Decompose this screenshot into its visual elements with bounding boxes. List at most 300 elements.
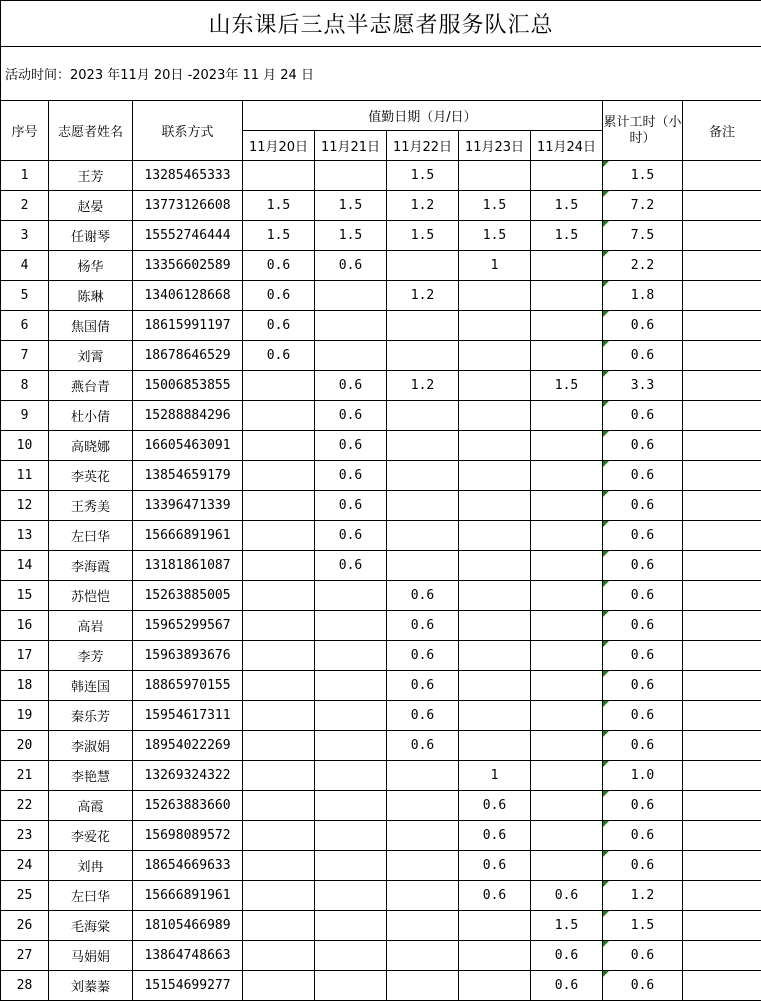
cell-hours-day-2[interactable]: 0.6 [315, 491, 387, 521]
cell-hours-day-5[interactable] [531, 851, 603, 881]
cell-phone[interactable]: 15154699277 [133, 971, 243, 1001]
cell-hours-day-2[interactable] [315, 791, 387, 821]
header-date-4[interactable]: 11月23日 [459, 131, 531, 161]
cell-name[interactable]: 燕台青 [49, 371, 133, 401]
table-row [1, 971, 761, 1001]
cell-remarks[interactable] [683, 191, 761, 221]
cell-hours-day-3[interactable] [387, 311, 459, 341]
cell-hours-day-2[interactable] [315, 671, 387, 701]
cell-remarks[interactable] [683, 911, 761, 941]
cell-hours-day-5[interactable] [531, 251, 603, 281]
cell-hours-day-4[interactable]: 1 [459, 761, 531, 791]
formula-indicator-icon [603, 671, 609, 677]
cell-name[interactable]: 高霞 [49, 791, 133, 821]
cell-hours-day-2[interactable]: 0.6 [315, 431, 387, 461]
cell-hours-day-4[interactable] [459, 341, 531, 371]
cell-hours-day-2[interactable] [315, 731, 387, 761]
cell-phone[interactable]: 13864748663 [133, 941, 243, 971]
cell-hours-day-3[interactable]: 1.2 [387, 371, 459, 401]
cell-hours-day-2[interactable] [315, 761, 387, 791]
header-duty-dates[interactable]: 值勤日期（月/日） [243, 101, 603, 131]
cell-hours-day-2[interactable] [315, 851, 387, 881]
cell-seq[interactable]: 5 [1, 281, 49, 311]
cell-seq[interactable]: 15 [1, 581, 49, 611]
cell-hours-day-2[interactable]: 1.5 [315, 191, 387, 221]
cell-total-hours[interactable]: 1.0 [603, 761, 683, 791]
cell-hours-day-4[interactable] [459, 941, 531, 971]
cell-phone[interactable]: 15963893676 [133, 641, 243, 671]
cell-name[interactable]: 刘蓁蓁 [49, 971, 133, 1001]
cell-hours-day-2[interactable]: 0.6 [315, 251, 387, 281]
cell-hours-day-3[interactable]: 0.6 [387, 701, 459, 731]
cell-hours-day-5[interactable] [531, 401, 603, 431]
cell-phone[interactable]: 16605463091 [133, 431, 243, 461]
cell-hours-day-1[interactable] [243, 731, 315, 761]
cell-hours-day-4[interactable] [459, 971, 531, 1001]
cell-hours-day-4[interactable] [459, 911, 531, 941]
cell-name[interactable]: 焦国倩 [49, 311, 133, 341]
cell-seq[interactable]: 17 [1, 641, 49, 671]
cell-hours-day-5[interactable]: 0.6 [531, 881, 603, 911]
cell-name[interactable]: 李淑娟 [49, 731, 133, 761]
cell-hours-day-4[interactable] [459, 461, 531, 491]
cell-phone[interactable]: 18654669633 [133, 851, 243, 881]
cell-hours-day-1[interactable] [243, 941, 315, 971]
cell-hours-day-2[interactable] [315, 161, 387, 191]
cell-phone[interactable]: 18105466989 [133, 911, 243, 941]
header-date-1[interactable]: 11月20日 [243, 131, 315, 161]
cell-hours-day-1[interactable]: 1.5 [243, 191, 315, 221]
cell-hours-day-4[interactable] [459, 161, 531, 191]
cell-hours-day-4[interactable] [459, 671, 531, 701]
cell-total-hours[interactable]: 0.6 [603, 521, 683, 551]
cell-hours-day-4[interactable] [459, 431, 531, 461]
table-row [1, 311, 761, 341]
cell-seq[interactable]: 11 [1, 461, 49, 491]
cell-hours-day-5[interactable] [531, 581, 603, 611]
cell-hours-day-5[interactable]: 1.5 [531, 911, 603, 941]
cell-hours-day-5[interactable]: 0.6 [531, 971, 603, 1001]
cell-seq[interactable]: 19 [1, 701, 49, 731]
cell-hours-day-2[interactable] [315, 971, 387, 1001]
cell-hours-day-1[interactable] [243, 581, 315, 611]
cell-hours-day-3[interactable] [387, 881, 459, 911]
cell-seq[interactable]: 18 [1, 671, 49, 701]
cell-hours-day-5[interactable] [531, 641, 603, 671]
cell-total-hours[interactable]: 3.3 [603, 371, 683, 401]
cell-remarks[interactable] [683, 641, 761, 671]
cell-total-hours[interactable]: 0.6 [603, 581, 683, 611]
cell-seq[interactable]: 3 [1, 221, 49, 251]
cell-hours-day-5[interactable] [531, 821, 603, 851]
cell-hours-day-4[interactable] [459, 281, 531, 311]
formula-indicator-icon [603, 191, 609, 197]
cell-hours-day-5[interactable]: 1.5 [531, 191, 603, 221]
cell-remarks[interactable] [683, 371, 761, 401]
cell-hours-day-3[interactable] [387, 551, 459, 581]
cell-hours-day-4[interactable] [459, 491, 531, 521]
cell-total-hours[interactable]: 0.6 [603, 941, 683, 971]
cell-hours-day-5[interactable] [531, 761, 603, 791]
cell-hours-day-1[interactable] [243, 911, 315, 941]
cell-hours-day-2[interactable] [315, 341, 387, 371]
cell-hours-day-2[interactable] [315, 611, 387, 641]
cell-hours-day-3[interactable] [387, 431, 459, 461]
header-name[interactable]: 志愿者姓名 [49, 101, 133, 161]
cell-remarks[interactable] [683, 611, 761, 641]
header-contact[interactable]: 联系方式 [133, 101, 243, 161]
header-date-3[interactable]: 11月22日 [387, 131, 459, 161]
cell-phone[interactable]: 13406128668 [133, 281, 243, 311]
cell-remarks[interactable] [683, 401, 761, 431]
cell-hours-day-4[interactable]: 1 [459, 251, 531, 281]
table-row [1, 161, 761, 191]
cell-hours-day-3[interactable] [387, 401, 459, 431]
cell-remarks[interactable] [683, 161, 761, 191]
cell-seq[interactable]: 24 [1, 851, 49, 881]
cell-hours-day-5[interactable] [531, 671, 603, 701]
formula-indicator-icon [603, 821, 609, 827]
cell-hours-day-1[interactable] [243, 761, 315, 791]
cell-hours-day-2[interactable] [315, 941, 387, 971]
cell-remarks[interactable] [683, 791, 761, 821]
cell-remarks[interactable] [683, 491, 761, 521]
header-date-5[interactable]: 11月24日 [531, 131, 603, 161]
cell-seq[interactable]: 16 [1, 611, 49, 641]
cell-hours-day-1[interactable]: 1.5 [243, 221, 315, 251]
cell-hours-day-5[interactable] [531, 161, 603, 191]
cell-hours-day-1[interactable] [243, 551, 315, 581]
cell-seq[interactable]: 25 [1, 881, 49, 911]
cell-hours-day-2[interactable] [315, 641, 387, 671]
cell-phone[interactable]: 15954617311 [133, 701, 243, 731]
cell-remarks[interactable] [683, 821, 761, 851]
cell-remarks[interactable] [683, 281, 761, 311]
cell-phone[interactable]: 15288884296 [133, 401, 243, 431]
cell-total-hours[interactable]: 7.2 [603, 191, 683, 221]
cell-total-hours[interactable]: 0.6 [603, 611, 683, 641]
cell-hours-day-1[interactable] [243, 881, 315, 911]
cell-hours-day-2[interactable] [315, 311, 387, 341]
cell-hours-day-5[interactable]: 1.5 [531, 221, 603, 251]
cell-phone[interactable]: 13773126608 [133, 191, 243, 221]
cell-hours-day-5[interactable] [531, 431, 603, 461]
cell-phone[interactable]: 13396471339 [133, 491, 243, 521]
cell-phone[interactable]: 13356602589 [133, 251, 243, 281]
header-remarks[interactable]: 备注 [683, 101, 761, 161]
header-total-hours[interactable]: 累计工时（小时） [603, 101, 683, 161]
cell-remarks[interactable] [683, 761, 761, 791]
cell-name[interactable]: 毛海棠 [49, 911, 133, 941]
cell-name[interactable]: 左曰华 [49, 881, 133, 911]
cell-name[interactable]: 李艳慧 [49, 761, 133, 791]
cell-remarks[interactable] [683, 311, 761, 341]
cell-seq[interactable]: 6 [1, 311, 49, 341]
header-seq[interactable]: 序号 [1, 101, 49, 161]
cell-hours-day-3[interactable]: 0.6 [387, 641, 459, 671]
cell-hours-day-1[interactable] [243, 401, 315, 431]
cell-phone[interactable]: 15552746444 [133, 221, 243, 251]
cell-hours-day-5[interactable] [531, 491, 603, 521]
cell-hours-day-4[interactable]: 0.6 [459, 791, 531, 821]
cell-hours-day-3[interactable]: 0.6 [387, 581, 459, 611]
cell-phone[interactable]: 13269324322 [133, 761, 243, 791]
cell-total-hours[interactable]: 1.5 [603, 161, 683, 191]
cell-total-hours[interactable]: 1.2 [603, 881, 683, 911]
cell-name[interactable]: 王芳 [49, 161, 133, 191]
cell-hours-day-3[interactable]: 0.6 [387, 611, 459, 641]
cell-total-hours[interactable]: 0.6 [603, 971, 683, 1001]
cell-hours-day-1[interactable]: 0.6 [243, 251, 315, 281]
cell-seq[interactable]: 27 [1, 941, 49, 971]
cell-remarks[interactable] [683, 461, 761, 491]
cell-name[interactable]: 陈琳 [49, 281, 133, 311]
cell-phone[interactable]: 13854659179 [133, 461, 243, 491]
cell-hours-day-2[interactable]: 1.5 [315, 221, 387, 251]
cell-hours-day-5[interactable] [531, 791, 603, 821]
cell-name[interactable]: 李海霞 [49, 551, 133, 581]
cell-seq[interactable]: 9 [1, 401, 49, 431]
cell-remarks[interactable] [683, 731, 761, 761]
cell-hours-day-3[interactable] [387, 761, 459, 791]
cell-hours-day-3[interactable]: 1.2 [387, 191, 459, 221]
cell-hours-day-4[interactable]: 1.5 [459, 221, 531, 251]
cell-total-hours[interactable]: 7.5 [603, 221, 683, 251]
cell-hours-day-4[interactable]: 0.6 [459, 821, 531, 851]
cell-hours-day-4[interactable]: 0.6 [459, 851, 531, 881]
cell-hours-day-4[interactable] [459, 611, 531, 641]
cell-remarks[interactable] [683, 521, 761, 551]
cell-hours-day-4[interactable] [459, 371, 531, 401]
cell-seq[interactable]: 10 [1, 431, 49, 461]
cell-hours-day-4[interactable] [459, 731, 531, 761]
cell-hours-day-1[interactable] [243, 701, 315, 731]
cell-seq[interactable]: 23 [1, 821, 49, 851]
cell-hours-day-4[interactable] [459, 641, 531, 671]
cell-name[interactable]: 李爱花 [49, 821, 133, 851]
cell-total-hours[interactable]: 0.6 [603, 731, 683, 761]
cell-hours-day-4[interactable] [459, 401, 531, 431]
cell-seq[interactable]: 1 [1, 161, 49, 191]
cell-hours-day-5[interactable] [531, 611, 603, 641]
cell-hours-day-3[interactable] [387, 941, 459, 971]
cell-seq[interactable]: 8 [1, 371, 49, 401]
cell-seq[interactable]: 4 [1, 251, 49, 281]
cell-hours-day-2[interactable] [315, 281, 387, 311]
header-date-2[interactable]: 11月21日 [315, 131, 387, 161]
cell-total-hours[interactable]: 0.6 [603, 671, 683, 701]
cell-remarks[interactable] [683, 941, 761, 971]
cell-remarks[interactable] [683, 431, 761, 461]
cell-hours-day-2[interactable] [315, 581, 387, 611]
cell-hours-day-1[interactable] [243, 431, 315, 461]
cell-remarks[interactable] [683, 341, 761, 371]
cell-hours-day-2[interactable]: 0.6 [315, 371, 387, 401]
cell-hours-day-2[interactable] [315, 701, 387, 731]
cell-name[interactable]: 任谢琴 [49, 221, 133, 251]
cell-phone[interactable]: 13181861087 [133, 551, 243, 581]
cell-remarks[interactable] [683, 971, 761, 1001]
cell-total-hours[interactable]: 2.2 [603, 251, 683, 281]
cell-phone[interactable]: 18865970155 [133, 671, 243, 701]
cell-hours-day-3[interactable] [387, 491, 459, 521]
cell-name[interactable]: 李英花 [49, 461, 133, 491]
cell-seq[interactable]: 28 [1, 971, 49, 1001]
cell-hours-day-3[interactable]: 0.6 [387, 731, 459, 761]
cell-hours-day-1[interactable] [243, 851, 315, 881]
cell-hours-day-1[interactable] [243, 461, 315, 491]
cell-phone[interactable]: 18678646529 [133, 341, 243, 371]
cell-phone[interactable]: 15698089572 [133, 821, 243, 851]
cell-remarks[interactable] [683, 551, 761, 581]
cell-seq[interactable]: 2 [1, 191, 49, 221]
cell-name[interactable]: 杜小倩 [49, 401, 133, 431]
cell-hours-day-5[interactable] [531, 551, 603, 581]
cell-name[interactable]: 李芳 [49, 641, 133, 671]
cell-name[interactable]: 杨华 [49, 251, 133, 281]
cell-total-hours[interactable]: 0.6 [603, 341, 683, 371]
cell-name[interactable]: 赵晏 [49, 191, 133, 221]
cell-phone[interactable]: 15965299567 [133, 611, 243, 641]
sheet-title[interactable]: 山东课后三点半志愿者服务队汇总 [1, 1, 761, 47]
cell-name[interactable]: 韩连国 [49, 671, 133, 701]
cell-total-hours[interactable]: 1.8 [603, 281, 683, 311]
cell-phone[interactable]: 18954022269 [133, 731, 243, 761]
cell-total-hours[interactable]: 1.5 [603, 911, 683, 941]
cell-phone[interactable]: 15006853855 [133, 371, 243, 401]
cell-hours-day-1[interactable] [243, 491, 315, 521]
cell-hours-day-1[interactable] [243, 371, 315, 401]
cell-hours-day-4[interactable] [459, 581, 531, 611]
cell-remarks[interactable] [683, 671, 761, 701]
cell-hours-day-2[interactable] [315, 821, 387, 851]
cell-hours-day-5[interactable] [531, 461, 603, 491]
cell-hours-day-5[interactable] [531, 341, 603, 371]
cell-hours-day-1[interactable] [243, 791, 315, 821]
cell-hours-day-1[interactable] [243, 821, 315, 851]
cell-hours-day-5[interactable] [531, 311, 603, 341]
cell-hours-day-2[interactable]: 0.6 [315, 401, 387, 431]
table-row [1, 251, 761, 281]
cell-hours-day-3[interactable] [387, 521, 459, 551]
cell-seq[interactable]: 13 [1, 521, 49, 551]
cell-hours-day-2[interactable]: 0.6 [315, 551, 387, 581]
cell-total-hours[interactable]: 0.6 [603, 491, 683, 521]
cell-remarks[interactable] [683, 221, 761, 251]
cell-total-hours[interactable]: 0.6 [603, 641, 683, 671]
cell-hours-day-1[interactable] [243, 671, 315, 701]
cell-seq[interactable]: 21 [1, 761, 49, 791]
cell-hours-day-3[interactable] [387, 911, 459, 941]
cell-hours-day-2[interactable]: 0.6 [315, 461, 387, 491]
cell-hours-day-4[interactable] [459, 701, 531, 731]
cell-phone[interactable]: 18615991197 [133, 311, 243, 341]
cell-seq[interactable]: 26 [1, 911, 49, 941]
cell-seq[interactable]: 12 [1, 491, 49, 521]
cell-hours-day-3[interactable] [387, 251, 459, 281]
cell-hours-day-5[interactable] [531, 521, 603, 551]
cell-total-hours[interactable]: 0.6 [603, 461, 683, 491]
cell-name[interactable]: 王秀美 [49, 491, 133, 521]
activity-time[interactable]: 活动时间：2023 年11月 20日 -2023年 11 月 24 日 [1, 47, 761, 101]
cell-remarks[interactable] [683, 581, 761, 611]
cell-hours-day-1[interactable]: 0.6 [243, 341, 315, 371]
cell-hours-day-1[interactable] [243, 161, 315, 191]
cell-remarks[interactable] [683, 881, 761, 911]
cell-hours-day-3[interactable] [387, 461, 459, 491]
cell-phone[interactable]: 13285465333 [133, 161, 243, 191]
cell-hours-day-3[interactable] [387, 341, 459, 371]
cell-hours-day-1[interactable] [243, 521, 315, 551]
cell-total-hours[interactable]: 0.6 [603, 431, 683, 461]
cell-total-hours[interactable]: 0.6 [603, 311, 683, 341]
cell-seq[interactable]: 20 [1, 731, 49, 761]
cell-hours-day-2[interactable] [315, 881, 387, 911]
cell-hours-day-1[interactable]: 0.6 [243, 311, 315, 341]
cell-remarks[interactable] [683, 851, 761, 881]
cell-hours-day-3[interactable]: 0.6 [387, 671, 459, 701]
cell-total-hours[interactable]: 0.6 [603, 701, 683, 731]
cell-total-hours[interactable]: 0.6 [603, 401, 683, 431]
cell-hours-day-4[interactable] [459, 311, 531, 341]
cell-remarks[interactable] [683, 251, 761, 281]
cell-name[interactable]: 秦乐芳 [49, 701, 133, 731]
cell-total-hours[interactable]: 0.6 [603, 851, 683, 881]
cell-hours-day-2[interactable] [315, 911, 387, 941]
cell-seq[interactable]: 7 [1, 341, 49, 371]
cell-phone[interactable]: 15263885005 [133, 581, 243, 611]
cell-name[interactable]: 刘冉 [49, 851, 133, 881]
cell-hours-day-5[interactable] [531, 281, 603, 311]
cell-phone[interactable]: 15666891961 [133, 881, 243, 911]
cell-name[interactable]: 苏恺恺 [49, 581, 133, 611]
cell-hours-day-4[interactable] [459, 551, 531, 581]
cell-remarks[interactable] [683, 701, 761, 731]
cell-phone[interactable]: 15263883660 [133, 791, 243, 821]
cell-hours-day-5[interactable]: 1.5 [531, 371, 603, 401]
cell-hours-day-2[interactable]: 0.6 [315, 521, 387, 551]
cell-hours-day-1[interactable] [243, 971, 315, 1001]
cell-name[interactable]: 左曰华 [49, 521, 133, 551]
cell-hours-day-3[interactable] [387, 791, 459, 821]
cell-hours-day-1[interactable] [243, 641, 315, 671]
cell-hours-day-5[interactable]: 0.6 [531, 941, 603, 971]
cell-hours-day-3[interactable] [387, 971, 459, 1001]
cell-total-hours[interactable]: 0.6 [603, 821, 683, 851]
cell-seq[interactable]: 14 [1, 551, 49, 581]
cell-total-hours[interactable]: 0.6 [603, 551, 683, 581]
cell-total-hours[interactable]: 0.6 [603, 791, 683, 821]
cell-hours-day-3[interactable]: 1.5 [387, 221, 459, 251]
cell-name[interactable]: 高岩 [49, 611, 133, 641]
cell-name[interactable]: 刘霄 [49, 341, 133, 371]
cell-hours-day-4[interactable] [459, 521, 531, 551]
cell-hours-day-5[interactable] [531, 731, 603, 761]
cell-hours-day-5[interactable] [531, 701, 603, 731]
cell-hours-day-1[interactable] [243, 611, 315, 641]
cell-hours-day-3[interactable]: 1.5 [387, 161, 459, 191]
cell-hours-day-3[interactable]: 1.2 [387, 281, 459, 311]
cell-name[interactable]: 高晓娜 [49, 431, 133, 461]
cell-hours-day-4[interactable]: 1.5 [459, 191, 531, 221]
cell-name[interactable]: 马娟娟 [49, 941, 133, 971]
cell-hours-day-4[interactable]: 0.6 [459, 881, 531, 911]
cell-hours-day-3[interactable] [387, 851, 459, 881]
cell-hours-day-1[interactable]: 0.6 [243, 281, 315, 311]
cell-phone[interactable]: 15666891961 [133, 521, 243, 551]
cell-seq[interactable]: 22 [1, 791, 49, 821]
cell-hours-day-3[interactable] [387, 821, 459, 851]
